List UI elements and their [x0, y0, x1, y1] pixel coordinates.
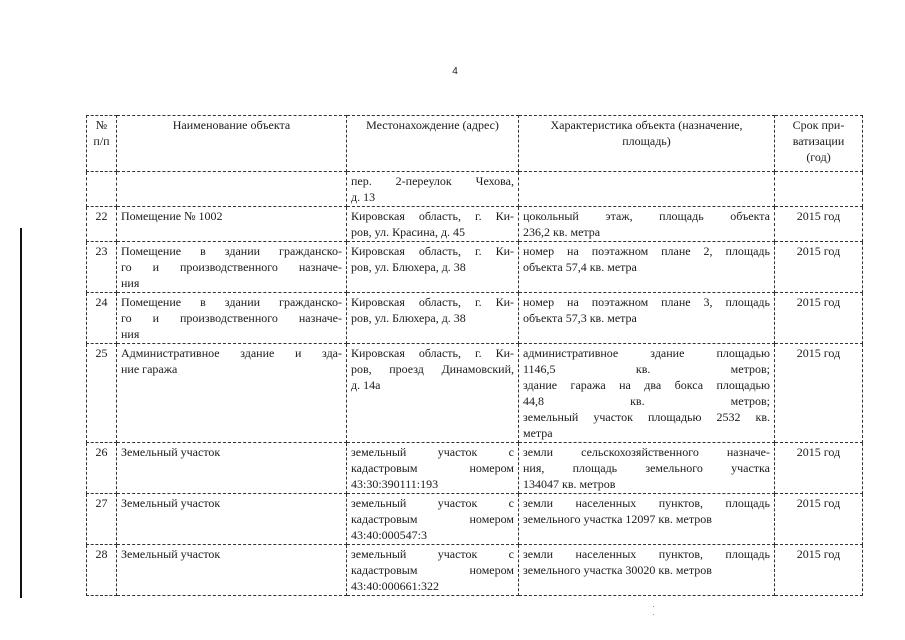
address-cell: [347, 242, 519, 293]
cell-line: земельный участок с: [351, 547, 514, 561]
cell-line: 43:40:000547:3: [351, 528, 428, 542]
characteristics-cell: [519, 344, 775, 443]
header-characteristics: [519, 116, 775, 172]
cell-line: кадастровым номером: [351, 563, 514, 577]
cell-line: Земельный участок: [121, 496, 221, 510]
cell-line: ние гаража: [121, 362, 178, 376]
scan-speck: [653, 614, 654, 615]
characteristics-cell: [519, 443, 775, 494]
cell-line: 43:30:390111:193: [351, 477, 439, 491]
object-name-cell: [117, 443, 347, 494]
object-name-cell: [117, 293, 347, 344]
cell-line: земельного участка 30020 кв. метров: [523, 563, 712, 577]
privatization-objects-table: [86, 115, 863, 596]
cell-line: земельный участок с: [351, 445, 514, 459]
cell-line: земли населенных пунктов, площадь: [523, 547, 770, 561]
cell-line: Земельный участок: [121, 445, 221, 459]
characteristics-cell: [519, 545, 775, 596]
cell-line: Административное здание и зда-: [121, 346, 342, 360]
cell-line: д. 13: [351, 190, 376, 204]
cell-line: ния, площадь земельного участка: [523, 461, 770, 475]
header-privatization-term: [775, 116, 863, 172]
address-cell: [347, 172, 519, 207]
cell-line: ров, ул. Блюхера, д. 38: [351, 260, 466, 274]
cell-line: земли населенных пунктов, площадь: [523, 496, 770, 510]
header-object-name: Наименование объекта: [117, 116, 347, 172]
address-cell: [347, 293, 519, 344]
object-name-cell: [117, 545, 347, 596]
table-row: [87, 293, 863, 344]
cell-line: 44,8 кв. метров;: [523, 394, 770, 408]
cell-line: кадастровым номером: [351, 461, 514, 475]
cell-line: Помещение в здании гражданско-: [121, 244, 342, 258]
table-row: [87, 172, 863, 207]
cell-line: 236,2 кв. метра: [523, 225, 601, 239]
table-row: [87, 344, 863, 443]
row-number-cell: 24: [87, 293, 117, 344]
cell-line: ров, ул. Блюхера, д. 38: [351, 311, 466, 325]
table-row: [87, 545, 863, 596]
table-row: [87, 207, 863, 242]
table-row: [87, 242, 863, 293]
privatization-year-cell: 2015 год: [775, 494, 863, 545]
header-address: Местонахождение (адрес): [347, 116, 519, 172]
object-name-cell: [117, 172, 347, 207]
characteristics-cell: [519, 242, 775, 293]
header-num: [87, 116, 117, 172]
cell-line: земли сельскохозяйственного назначе-: [523, 445, 770, 459]
characteristics-cell: [519, 494, 775, 545]
row-number-cell: 22: [87, 207, 117, 242]
address-cell: [347, 545, 519, 596]
header-term-line: (год): [806, 150, 831, 164]
object-name-cell: [117, 494, 347, 545]
address-cell: [347, 443, 519, 494]
cell-line: объекта 57,3 кв. метра: [523, 311, 637, 325]
cell-line: пер. 2-переулок Чехова,: [351, 174, 514, 188]
cell-line: административное здание площадью: [523, 346, 770, 360]
address-cell: [347, 207, 519, 242]
cell-line: 43:40:000661:322: [351, 579, 440, 593]
cell-line: ния: [121, 327, 140, 341]
cell-line: Кировская область, г. Ки-: [351, 295, 514, 309]
address-cell: [347, 494, 519, 545]
row-number-cell: 27: [87, 494, 117, 545]
cell-line: номер на поэтажном плане 3, площадь: [523, 295, 770, 309]
header-characteristics-line: Характеристика объекта (назначение,: [550, 118, 743, 132]
object-name-cell: [117, 344, 347, 443]
header-num-line: №: [95, 118, 108, 132]
row-number-cell: [87, 172, 117, 207]
cell-line: ния: [121, 276, 140, 290]
cell-line: Кировская область, г. Ки-: [351, 209, 514, 223]
cell-line: ров, проезд Динамовский,: [351, 362, 514, 376]
table-row: [87, 494, 863, 545]
cell-line: ров, ул. Красина, д. 45: [351, 225, 466, 239]
cell-line: объекта 57,4 кв. метра: [523, 260, 637, 274]
cell-line: номер на поэтажном плане 2, площадь: [523, 244, 770, 258]
object-name-cell: [117, 242, 347, 293]
scan-edge-mark: [20, 228, 22, 598]
row-number-cell: 23: [87, 242, 117, 293]
row-number-cell: 28: [87, 545, 117, 596]
cell-line: земельный участок с: [351, 496, 514, 510]
object-name-cell: [117, 207, 347, 242]
cell-line: Кировская область, г. Ки-: [351, 346, 514, 360]
row-number-cell: 25: [87, 344, 117, 443]
header-num-line: п/п: [93, 134, 110, 148]
cell-line: метра: [523, 426, 553, 440]
privatization-year-cell: 2015 год: [775, 207, 863, 242]
address-cell: [347, 344, 519, 443]
characteristics-cell: [519, 172, 775, 207]
cell-line: цокольный этаж, площадь объекта: [523, 209, 770, 223]
cell-line: здание гаража на два бокса площадью: [523, 378, 770, 392]
privatization-year-cell: 2015 год: [775, 242, 863, 293]
privatization-year-cell: 2015 год: [775, 443, 863, 494]
characteristics-cell: [519, 293, 775, 344]
cell-line: Кировская область, г. Ки-: [351, 244, 514, 258]
cell-line: 134047 кв. метров: [523, 477, 616, 491]
cell-line: Помещение № 1002: [121, 209, 223, 223]
privatization-year-cell: 2015 год: [775, 344, 863, 443]
cell-line: земельный участок площадью 2532 кв.: [523, 410, 770, 424]
page-number: 4: [452, 66, 458, 77]
privatization-year-cell: [775, 172, 863, 207]
cell-line: Земельный участок: [121, 547, 221, 561]
cell-line: кадастровым номером: [351, 512, 514, 526]
header-characteristics-line: площадь): [622, 134, 671, 148]
cell-line: Помещение в здании гражданско-: [121, 295, 342, 309]
cell-line: го и производственного назначе-: [121, 260, 342, 274]
header-term-line: ватизации: [792, 134, 845, 148]
cell-line: земельного участка 12097 кв. метров: [523, 512, 712, 526]
characteristics-cell: [519, 207, 775, 242]
table-row: [87, 443, 863, 494]
privatization-year-cell: 2015 год: [775, 293, 863, 344]
header-term-line: Срок при-: [792, 118, 845, 132]
scan-speck: [653, 606, 654, 607]
table-header-row: [87, 116, 863, 172]
cell-line: го и производственного назначе-: [121, 311, 342, 325]
privatization-year-cell: 2015 год: [775, 545, 863, 596]
row-number-cell: 26: [87, 443, 117, 494]
cell-line: д. 14а: [351, 378, 381, 392]
cell-line: 1146,5 кв. метров;: [523, 362, 770, 376]
